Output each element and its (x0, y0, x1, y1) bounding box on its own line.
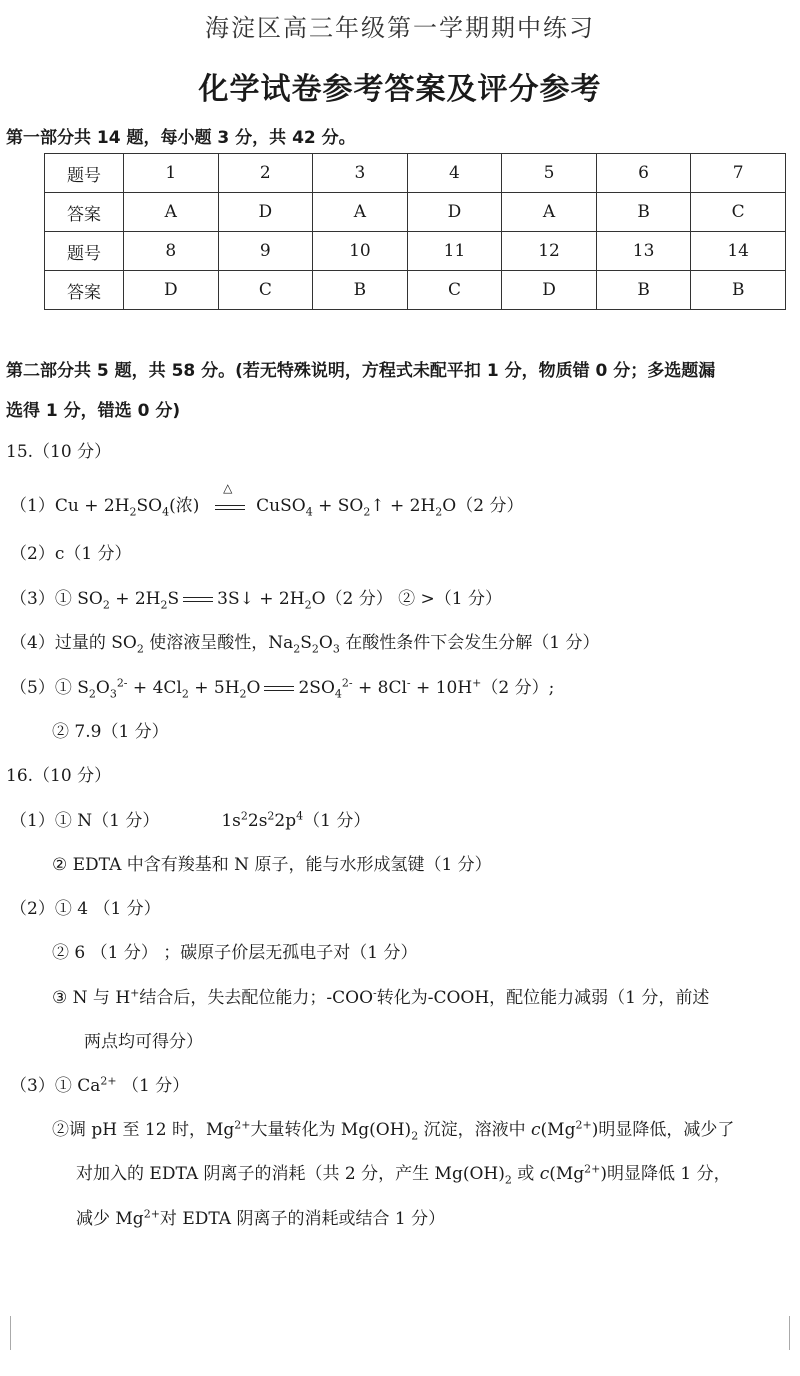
heating-condition-arrow: △ (211, 497, 245, 517)
q15-part4: （4）过量的 $SO_2$ 使溶液呈酸性，$Na_2S_2O_3$ 在酸性条件下会发生分解（1 分） (10, 633, 600, 656)
table-cell: D (218, 193, 313, 232)
table-cell: D (124, 271, 219, 310)
q16-part1-2: ② EDTA 中含有羧基和 N 原子，能与水形成氢键（1 分） (52, 855, 492, 875)
q16-part2-1: （2）① 4 （1 分） (10, 899, 161, 919)
q15-part2: （2）c（1 分） (10, 544, 132, 564)
table-row (45, 154, 786, 193)
table-cell: A (124, 193, 219, 232)
table-cell: A (502, 193, 597, 232)
part2-heading-cont: 选得 1 分，错选 0 分) (6, 401, 181, 421)
table-cell: 4 (407, 154, 502, 193)
table-cell: B (596, 271, 691, 310)
table-cell: B (691, 271, 786, 310)
table-cell: 11 (407, 232, 502, 271)
answer-table (44, 153, 786, 310)
table-cell: 3 (313, 154, 408, 193)
table-cell: B (313, 271, 408, 310)
table-cell: 5 (502, 154, 597, 193)
document-title: 化学试卷参考答案及评分参考 (198, 72, 602, 107)
table-cell: D (407, 193, 502, 232)
q16-part2-2: ② 6 （1 分） ；碳原子价层无孤电子对（1 分） (52, 943, 418, 963)
table-cell: 6 (596, 154, 691, 193)
part1-heading: 第一部分共 14 题，每小题 3 分，共 42 分。 (6, 128, 356, 148)
q16-heading: 16.（10 分） (6, 766, 112, 786)
q15-part3: （3）① $SO_2 + 2H_2S$ 3S↓ + $2H_2O(2$ 分） ② >（1 分） (10, 589, 503, 612)
q16-part3-2-cont2: 减少 $Mg^{2+}$对 EDTA 阴离子的消耗或结合 1 分） (76, 1207, 446, 1229)
q16-part1-1: （1）① N（1 分） $1s^22s^22p^4(1$ 分） (10, 809, 371, 831)
table-cell: 2 (218, 154, 313, 193)
page-edge-left (0, 1316, 11, 1350)
table-cell: 7 (691, 154, 786, 193)
table-cell: D (502, 271, 597, 310)
table-cell: 13 (596, 232, 691, 271)
part2-heading: 第二部分共 5 题，共 58 分。(若无特殊说明，方程式未配平扣 1 分，物质错 0 分；多选题漏 (6, 361, 716, 381)
q16-part3-1: （3）① $Ca^{2+}$ （1 分） (10, 1074, 190, 1096)
table-cell: 9 (218, 232, 313, 271)
table-cell: 12 (502, 232, 597, 271)
q15-part1: $(1)Cu + 2H_2SO_4$(浓) △ CuSO$_4$ + $SO_2↑ + 2H_2O(2$ 分） (10, 480, 524, 519)
table-cell: C (407, 271, 502, 310)
q16-part2-3-cont: 两点均可得分） (84, 1032, 203, 1052)
table-row (45, 193, 786, 232)
table-row (45, 271, 786, 310)
row-header-cell: 题号 (45, 232, 124, 271)
table-cell: 14 (691, 232, 786, 271)
row-header-cell: 答案 (45, 193, 124, 232)
table-cell: A (313, 193, 408, 232)
q15-part5-2: ② 7.9（1 分） (52, 722, 169, 742)
q16-part3-2: ②调 pH 至 12 时，$Mg^{2+}$大量转化为 $Mg(OH)_2$ 沉淀，溶液中 $c(Mg^{2+})$明显降低，减少了 (52, 1118, 735, 1143)
school-header: 海淀区高三年级第一学期期中练习 (205, 14, 595, 42)
q16-part2-3: ③ N 与 H+结合后，失去配位能力；-COO-转化为-COOH，配位能力减弱（1 分，前述 (52, 986, 710, 1008)
table-cell: 10 (313, 232, 408, 271)
row-header-cell: 题号 (45, 154, 124, 193)
q16-part3-2-cont1: 对加入的 EDTA 阴离子的消耗（共 2 分，产生 $Mg(OH)_2$ 或 $c(Mg^{2+})$明显降低 1 分， (76, 1162, 731, 1187)
table-cell: C (218, 271, 313, 310)
q15-part5: （5）① $S_2O_3^{2-} + 4Cl_2 + 5H_2O$ $2SO_4^{2-} + 8Cl^- + 10H^+(2$ 分）; (10, 676, 555, 701)
table-cell: C (691, 193, 786, 232)
row-header-cell: 答案 (45, 271, 124, 310)
q15-heading: 15.（10 分） (6, 442, 112, 462)
table-cell: 1 (124, 154, 219, 193)
page-edge-right (789, 1316, 800, 1350)
table-row (45, 232, 786, 271)
table-cell: 8 (124, 232, 219, 271)
table-cell: B (596, 193, 691, 232)
